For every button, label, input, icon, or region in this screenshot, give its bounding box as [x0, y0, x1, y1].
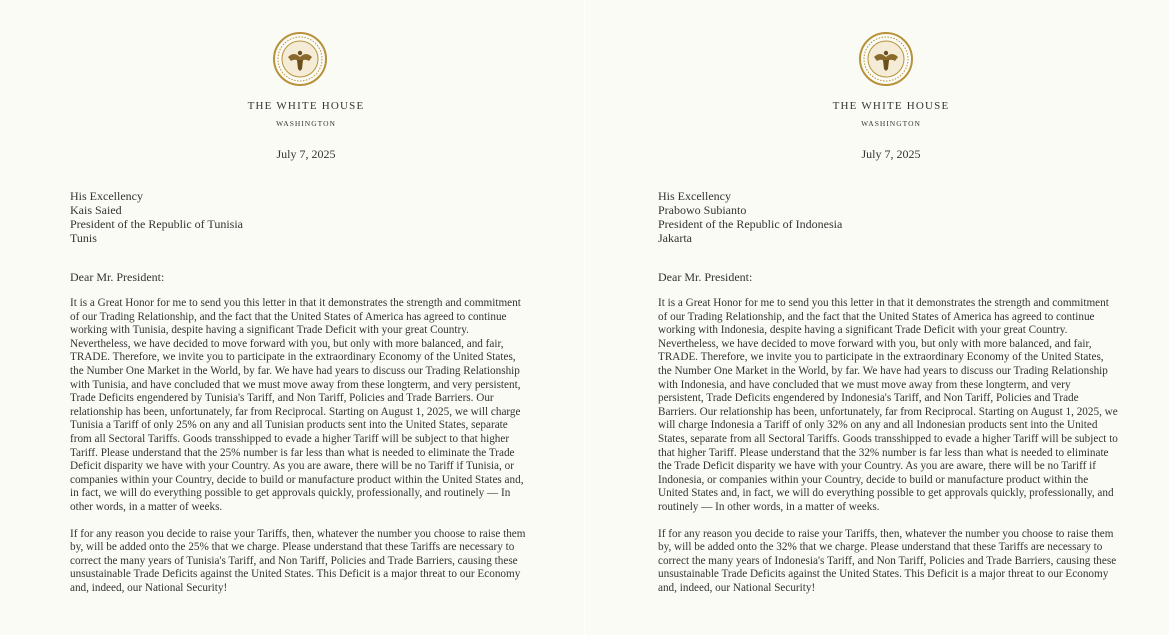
address-line: Prabowo Subianto [658, 203, 747, 217]
letter-indonesia [585, 0, 1169, 635]
letter-date: July 7, 2025 [276, 147, 336, 161]
letterhead-city: WASHINGTON [861, 119, 921, 128]
presidential-seal-icon [858, 31, 914, 87]
address-line: His Excellency [70, 189, 143, 203]
paragraph: If for any reason you decide to raise your Tariffs, then, whatever the number you choose to raise them by, will be added onto the 25% that we charge. Please understand that these Tariffs are necessary to correct the many years of Tunisia's Tariff, and Non Tariff, Policies and Trade Barriers, causing these unsustainable Trade Deficits against the United States. This Deficit is a major threat to our Economy and, indeed, our National Security! [70, 527, 526, 594]
presidential-seal-icon [272, 31, 328, 87]
recipient-address [658, 189, 842, 245]
letter-date: July 7, 2025 [861, 147, 921, 161]
letter-body [658, 297, 1118, 608]
salutation: Dear Mr. President: [70, 270, 165, 284]
paragraph: It is a Great Honor for me to send you this letter in that it demonstrates the strength and commitment of our Trading Relationship, and the fact that the United States of America has agreed to continue working with Indonesia, despite having a significant Trade Deficit with your great Country. Nevertheless, we have decided to move forward with you, but only with more balanced, and fair, TRADE. Therefore, we invite you to participate in the extraordinary Economy of the United States, the Number One Market in the World, by far. We have had years to discuss our Trading Relationship with Indonesia, and have concluded that we must move away from these longterm, and very persistent, Trade Deficits engendered by Indonesia's Tariff, and Non Tariff, Policies and Trade Barriers. Our relationship has been, unfortunately, far from Reciprocal. Starting on August 1, 2025, we will charge Indonesia a Tariff of only 32% on any and all Indonesian products sent into the United States, separate from all Sectoral Tariffs. Goods transshipped to evade a higher Tariff will be subject to that higher Tariff. Please understand that the 32% number is far less than what is needed to eliminate the Trade Deficit disparity we have with your Country. As you are aware, there will be no Tariff if Indonesia, or companies within your Country, decide to build or manufacture product within the United States and, in fact, we will do everything possible to get approvals quickly, professionally, and routinely — In other words, in a matter of weeks. [658, 297, 1118, 513]
letterhead-title: THE WHITE HOUSE [832, 100, 950, 112]
salutation: Dear Mr. President: [658, 270, 753, 284]
address-line: His Excellency [658, 189, 731, 203]
address-line: Jakarta [658, 231, 692, 245]
address-line: President of the Republic of Tunisia [70, 217, 243, 231]
letter-tunisia [0, 0, 584, 635]
address-line: Kais Saied [70, 203, 122, 217]
letterhead-city: WASHINGTON [276, 119, 336, 128]
recipient-address [70, 189, 243, 245]
address-line: President of the Republic of Indonesia [658, 217, 843, 231]
address-line: Tunis [70, 231, 97, 245]
letter-body [70, 297, 530, 608]
paragraph: It is a Great Honor for me to send you this letter in that it demonstrates the strength and commitment of our Trading Relationship, and the fact that the United States of America has agreed to continue working with Tunisia, despite having a significant Trade Deficit with your great Country. Nevertheless, we have decided to move forward with you, but only with more balanced, and fair, TRADE. Therefore, we invite you to participate in the extraordinary Economy of the United States, the Number One Market in the World, by far. We have had years to discuss our Trading Relationship with Tunisia, and have concluded that we must move away from these longterm, and very persistent, Trade Deficits engendered by Tunisia's Tariff, and Non Tariff, Policies and Trade Barriers. Our relationship has been, unfortunately, far from Reciprocal. Starting on August 1, 2025, we will charge Tunisia a Tariff of only 25% on any and all Tunisian products sent into the United States, separate from all Sectoral Tariffs. Goods transshipped to evade a higher Tariff will be subject to that higher Tariff. Please understand that the 25% number is far less than what is needed to eliminate the Trade Deficit disparity we have with your Country. As you are aware, there will be no Tariff if Tunisia, or companies within your Country, decide to build or manufacture product within the United States and, in fact, we will do everything possible to get approvals quickly, professionally, and routinely — In other words, in a matter of weeks. [70, 297, 524, 513]
paragraph: If for any reason you decide to raise your Tariffs, then, whatever the number you choose to raise them by, will be added onto the 32% that we charge. Please understand that these Tariffs are necessary to correct the many years of Indonesia's Tariff, and Non Tariff, Policies and Trade Barriers, causing these unsustainable Trade Deficits against the United States. This Deficit is a major threat to our Economy and, indeed, our National Security! [658, 527, 1117, 594]
letterhead-title: THE WHITE HOUSE [247, 100, 365, 112]
